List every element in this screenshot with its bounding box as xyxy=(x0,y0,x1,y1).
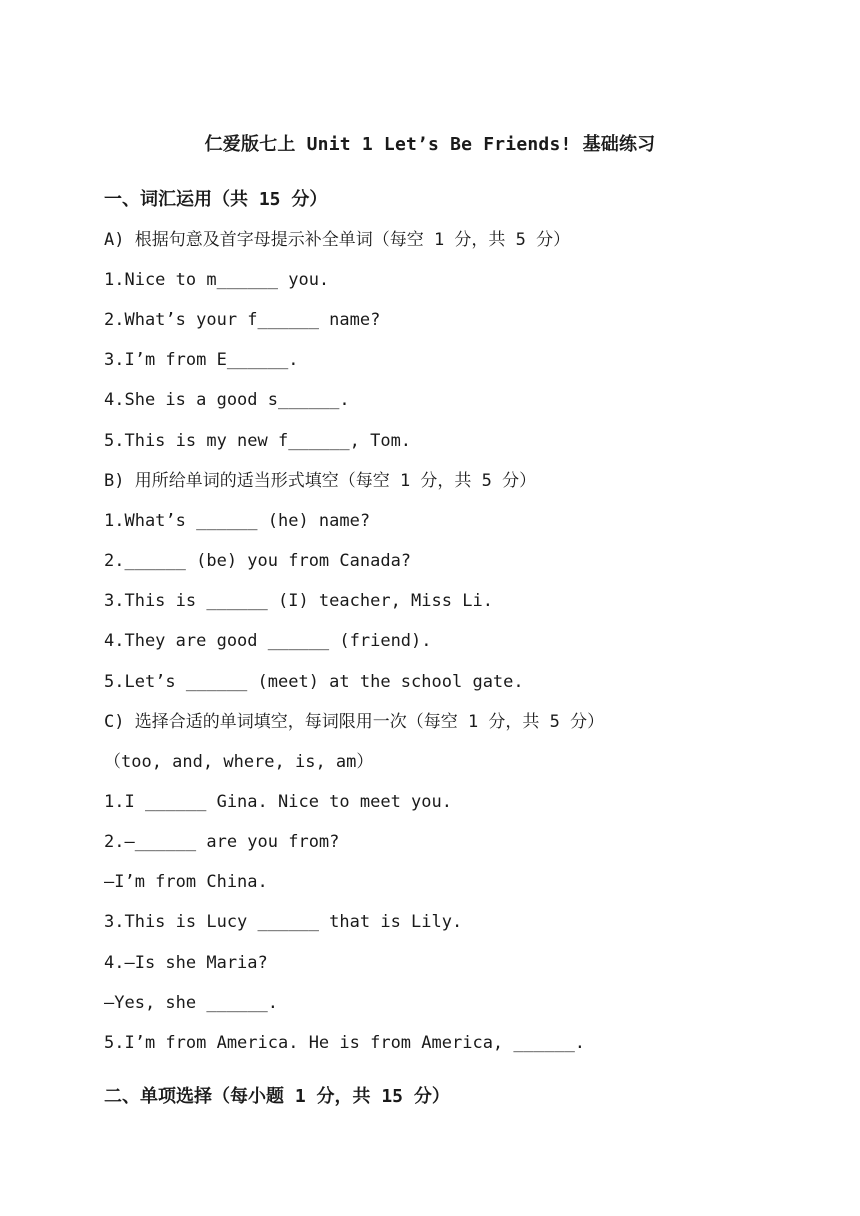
part-b-item-2: 2.______ (be) you from Canada? xyxy=(104,551,412,571)
worksheet-title: 仁爱版七上 Unit 1 Let’s Be Friends! 基础练习 xyxy=(204,134,656,155)
part-b-item-5: 5.Let’s ______ (meet) at the school gate. xyxy=(104,672,524,692)
part-a-item-4: 4.She is a good s______. xyxy=(104,390,350,410)
part-c-item-5: 5.I’m from America. He is from America, ______. xyxy=(104,1033,586,1053)
section-2-heading: 二、单项选择（每小题 1 分，共 15 分） xyxy=(104,1086,450,1107)
part-c-instruction: C) 选择合适的单词填空，每词限用一次（每空 1 分，共 5 分） xyxy=(104,712,605,732)
part-b-item-3: 3.This is ______ (I) teacher, Miss Li. xyxy=(104,591,493,611)
part-b-item-4: 4.They are good ______ (friend). xyxy=(104,631,432,651)
part-c-item-3: 3.This is Lucy ______ that is Lily. xyxy=(104,912,463,932)
part-a-instruction: A) 根据句意及首字母提示补全单词（每空 1 分，共 5 分） xyxy=(104,230,571,250)
part-c-item-2: 2.—______ are you from? xyxy=(104,832,340,852)
part-c-item-4-answer: —Yes, she ______. xyxy=(104,993,278,1013)
part-c-item-1: 1.I ______ Gina. Nice to meet you. xyxy=(104,792,452,812)
part-b-item-1: 1.What’s ______ (he) name? xyxy=(104,511,371,531)
part-a-item-5: 5.This is my new f______, Tom. xyxy=(104,431,412,451)
part-b-instruction: B) 用所给单词的适当形式填空（每空 1 分，共 5 分） xyxy=(104,471,537,491)
section-1-heading: 一、词汇运用（共 15 分） xyxy=(104,189,328,210)
part-a-item-1: 1.Nice to m______ you. xyxy=(104,270,330,290)
part-c-word-bank: （too, and, where, is, am） xyxy=(104,752,374,772)
part-a-item-2: 2.What’s your f______ name? xyxy=(104,310,381,330)
part-a-item-3: 3.I’m from E______. xyxy=(104,350,299,370)
part-c-item-2-answer: —I’m from China. xyxy=(104,872,268,892)
part-c-item-4: 4.—Is she Maria? xyxy=(104,953,268,973)
